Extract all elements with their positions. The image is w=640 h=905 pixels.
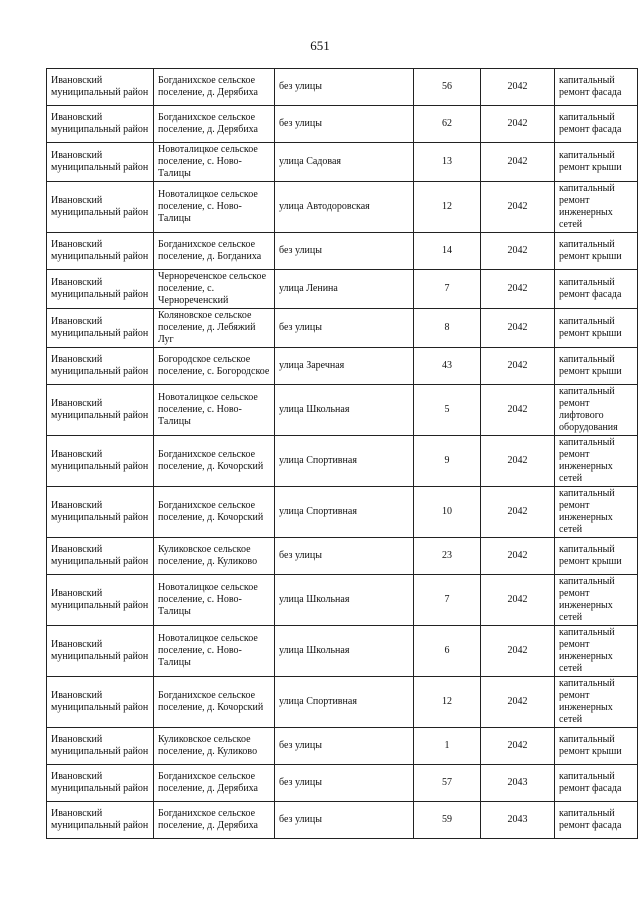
district-cell: Ивановский муниципальный район bbox=[47, 182, 154, 233]
street-cell: без улицы bbox=[275, 802, 414, 839]
year-cell: 2042 bbox=[481, 436, 555, 487]
work-type-cell: капитальный ремонт крыши bbox=[555, 309, 638, 348]
district-cell: Ивановский муниципальный район bbox=[47, 802, 154, 839]
street-cell: улица Спортивная bbox=[275, 487, 414, 538]
work-type-cell: капитальный ремонт инженерных сетей bbox=[555, 626, 638, 677]
house-number-cell: 62 bbox=[414, 106, 481, 143]
year-cell: 2042 bbox=[481, 182, 555, 233]
settlement-cell: Богданихское сельское поселение, д. Кочорский bbox=[154, 677, 275, 728]
settlement-cell: Богданихское сельское поселение, д. Дерябиха bbox=[154, 69, 275, 106]
house-number-cell: 9 bbox=[414, 436, 481, 487]
table-row bbox=[47, 677, 638, 728]
year-cell: 2042 bbox=[481, 106, 555, 143]
settlement-cell: Новоталицкое сельское поселение, с. Ново-Талицы bbox=[154, 385, 275, 436]
year-cell: 2042 bbox=[481, 677, 555, 728]
table-row bbox=[47, 69, 638, 106]
house-number-cell: 14 bbox=[414, 233, 481, 270]
district-cell: Ивановский муниципальный район bbox=[47, 233, 154, 270]
settlement-cell: Новоталицкое сельское поселение, с. Ново-Талицы bbox=[154, 575, 275, 626]
table-row bbox=[47, 626, 638, 677]
settlement-cell: Новоталицкое сельское поселение, с. Ново-Талицы bbox=[154, 182, 275, 233]
district-cell: Ивановский муниципальный район bbox=[47, 348, 154, 385]
table-row bbox=[47, 728, 638, 765]
settlement-cell: Коляновское сельское поселение, д. Лебяжий Луг bbox=[154, 309, 275, 348]
year-cell: 2042 bbox=[481, 348, 555, 385]
house-number-cell: 6 bbox=[414, 626, 481, 677]
house-number-cell: 13 bbox=[414, 143, 481, 182]
street-cell: улица Школьная bbox=[275, 626, 414, 677]
settlement-cell: Новоталицкое сельское поселение, с. Ново-Талицы bbox=[154, 143, 275, 182]
table-row bbox=[47, 436, 638, 487]
work-type-cell: капитальный ремонт фасада bbox=[555, 69, 638, 106]
table-row bbox=[47, 487, 638, 538]
house-number-cell: 8 bbox=[414, 309, 481, 348]
district-cell: Ивановский муниципальный район bbox=[47, 538, 154, 575]
house-number-cell: 59 bbox=[414, 802, 481, 839]
year-cell: 2042 bbox=[481, 270, 555, 309]
year-cell: 2043 bbox=[481, 765, 555, 802]
work-type-cell: капитальный ремонт фасада bbox=[555, 270, 638, 309]
house-number-cell: 23 bbox=[414, 538, 481, 575]
work-type-cell: капитальный ремонт фасада bbox=[555, 106, 638, 143]
table-row bbox=[47, 309, 638, 348]
street-cell: улица Спортивная bbox=[275, 677, 414, 728]
district-cell: Ивановский муниципальный район bbox=[47, 270, 154, 309]
district-cell: Ивановский муниципальный район bbox=[47, 487, 154, 538]
district-cell: Ивановский муниципальный район bbox=[47, 385, 154, 436]
year-cell: 2042 bbox=[481, 143, 555, 182]
settlement-cell: Богданихское сельское поселение, д. Дерябиха bbox=[154, 106, 275, 143]
work-type-cell: капитальный ремонт фасада bbox=[555, 765, 638, 802]
settlement-cell: Богданихское сельское поселение, д. Кочорский bbox=[154, 487, 275, 538]
table-row bbox=[47, 538, 638, 575]
year-cell: 2042 bbox=[481, 487, 555, 538]
street-cell: улица Школьная bbox=[275, 575, 414, 626]
table-row bbox=[47, 765, 638, 802]
table-row bbox=[47, 385, 638, 436]
settlement-cell: Куликовское сельское поселение, д. Куликово bbox=[154, 538, 275, 575]
year-cell: 2042 bbox=[481, 626, 555, 677]
settlement-cell: Богданихское сельское поселение, д. Дерябиха bbox=[154, 765, 275, 802]
street-cell: улица Ленина bbox=[275, 270, 414, 309]
settlement-cell: Куликовское сельское поселение, д. Куликово bbox=[154, 728, 275, 765]
year-cell: 2042 bbox=[481, 385, 555, 436]
district-cell: Ивановский муниципальный район bbox=[47, 309, 154, 348]
work-type-cell: капитальный ремонт инженерных сетей bbox=[555, 575, 638, 626]
work-type-cell: капитальный ремонт инженерных сетей bbox=[555, 487, 638, 538]
street-cell: без улицы bbox=[275, 106, 414, 143]
house-number-cell: 7 bbox=[414, 575, 481, 626]
work-type-cell: капитальный ремонт лифтового оборудования bbox=[555, 385, 638, 436]
work-type-cell: капитальный ремонт крыши bbox=[555, 233, 638, 270]
year-cell: 2042 bbox=[481, 233, 555, 270]
house-number-cell: 56 bbox=[414, 69, 481, 106]
table-row bbox=[47, 348, 638, 385]
street-cell: без улицы bbox=[275, 233, 414, 270]
house-number-cell: 1 bbox=[414, 728, 481, 765]
repair-schedule-table bbox=[46, 68, 638, 839]
work-type-cell: капитальный ремонт крыши bbox=[555, 348, 638, 385]
table-row bbox=[47, 575, 638, 626]
work-type-cell: капитальный ремонт крыши bbox=[555, 728, 638, 765]
table-body bbox=[47, 69, 638, 839]
street-cell: улица Спортивная bbox=[275, 436, 414, 487]
work-type-cell: капитальный ремонт крыши bbox=[555, 538, 638, 575]
table-row bbox=[47, 270, 638, 309]
house-number-cell: 43 bbox=[414, 348, 481, 385]
district-cell: Ивановский муниципальный район bbox=[47, 728, 154, 765]
year-cell: 2043 bbox=[481, 802, 555, 839]
year-cell: 2042 bbox=[481, 309, 555, 348]
district-cell: Ивановский муниципальный район bbox=[47, 143, 154, 182]
work-type-cell: капитальный ремонт крыши bbox=[555, 143, 638, 182]
table-row bbox=[47, 802, 638, 839]
work-type-cell: капитальный ремонт инженерных сетей bbox=[555, 677, 638, 728]
street-cell: без улицы bbox=[275, 765, 414, 802]
table-row bbox=[47, 106, 638, 143]
street-cell: без улицы bbox=[275, 69, 414, 106]
house-number-cell: 5 bbox=[414, 385, 481, 436]
house-number-cell: 10 bbox=[414, 487, 481, 538]
year-cell: 2042 bbox=[481, 728, 555, 765]
work-type-cell: капитальный ремонт фасада bbox=[555, 802, 638, 839]
district-cell: Ивановский муниципальный район bbox=[47, 436, 154, 487]
house-number-cell: 7 bbox=[414, 270, 481, 309]
street-cell: без улицы bbox=[275, 728, 414, 765]
settlement-cell: Богданихское сельское поселение, д. Кочорский bbox=[154, 436, 275, 487]
district-cell: Ивановский муниципальный район bbox=[47, 765, 154, 802]
settlement-cell: Новоталицкое сельское поселение, с. Ново-Талицы bbox=[154, 626, 275, 677]
street-cell: улица Автодоровская bbox=[275, 182, 414, 233]
district-cell: Ивановский муниципальный район bbox=[47, 626, 154, 677]
district-cell: Ивановский муниципальный район bbox=[47, 106, 154, 143]
table-row bbox=[47, 233, 638, 270]
settlement-cell: Чернореченское сельское поселение, с. Чернореченский bbox=[154, 270, 275, 309]
house-number-cell: 12 bbox=[414, 182, 481, 233]
street-cell: улица Заречная bbox=[275, 348, 414, 385]
district-cell: Ивановский муниципальный район bbox=[47, 69, 154, 106]
district-cell: Ивановский муниципальный район bbox=[47, 575, 154, 626]
street-cell: без улицы bbox=[275, 538, 414, 575]
year-cell: 2042 bbox=[481, 69, 555, 106]
page-number: 651 bbox=[310, 38, 330, 53]
street-cell: улица Садовая bbox=[275, 143, 414, 182]
table-row bbox=[47, 182, 638, 233]
street-cell: без улицы bbox=[275, 309, 414, 348]
settlement-cell: Богданихское сельское поселение, д. Дерябиха bbox=[154, 802, 275, 839]
district-cell: Ивановский муниципальный район bbox=[47, 677, 154, 728]
table-row bbox=[47, 143, 638, 182]
street-cell: улица Школьная bbox=[275, 385, 414, 436]
settlement-cell: Богородское сельское поселение, с. Богородское bbox=[154, 348, 275, 385]
house-number-cell: 12 bbox=[414, 677, 481, 728]
work-type-cell: капитальный ремонт инженерных сетей bbox=[555, 182, 638, 233]
year-cell: 2042 bbox=[481, 575, 555, 626]
settlement-cell: Богданихское сельское поселение, д. Богданиха bbox=[154, 233, 275, 270]
year-cell: 2042 bbox=[481, 538, 555, 575]
work-type-cell: капитальный ремонт инженерных сетей bbox=[555, 436, 638, 487]
house-number-cell: 57 bbox=[414, 765, 481, 802]
